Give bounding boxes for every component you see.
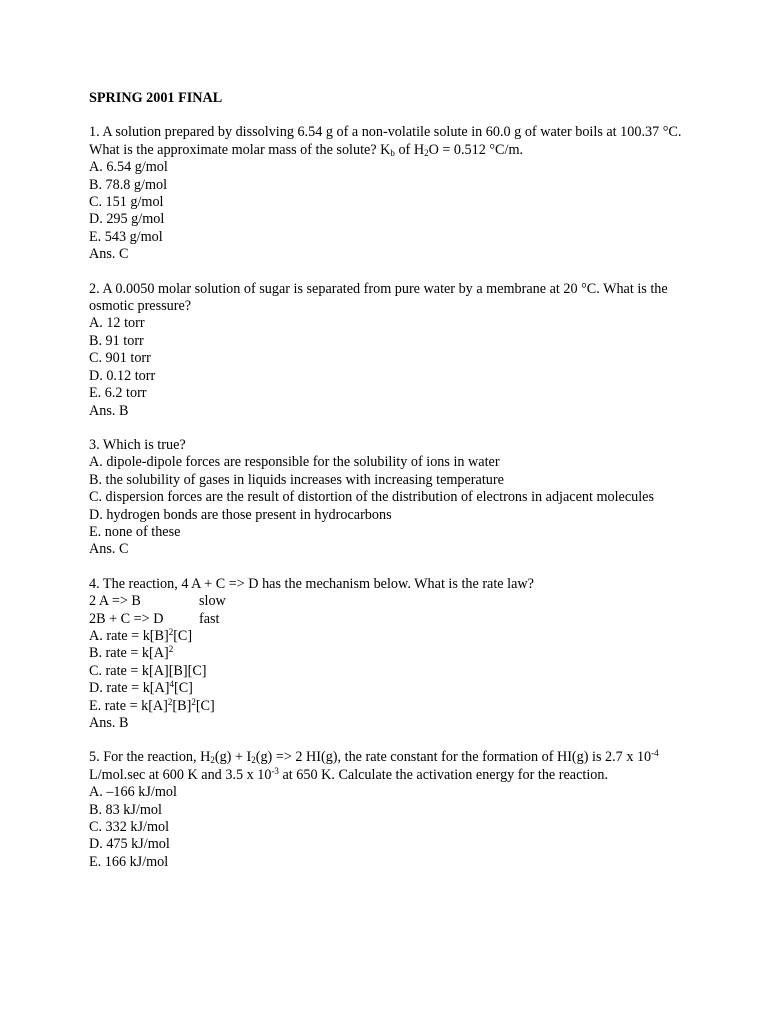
q5-stem-part: L/mol.sec at 600 K and 3.5 x 10 [89, 766, 272, 783]
question-4-stem: 4. The reaction, 4 A + C => D has the mechanism below. What is the rate law? [89, 575, 534, 592]
q1-stem-subscript-2: 2 [424, 147, 429, 158]
q1-stem-subscript-b: b [390, 147, 395, 158]
option: C. dispersion forces are the result of distortion of the distribution of electrons in adjacent molecules [89, 489, 654, 506]
option: E. 6.2 torr [89, 385, 147, 402]
option [89, 698, 689, 715]
mechanism-step-2-speed: fast [199, 610, 220, 627]
mechanism-step-1 [89, 593, 689, 610]
option: B. 83 kJ/mol [89, 801, 162, 818]
option: D. 0.12 torr [89, 367, 156, 384]
option-text: D. rate = k[A] [89, 680, 170, 697]
question-3 [89, 437, 689, 559]
q5-stem-part: at 650 K. Calculate the activation energy for the reaction. [278, 766, 609, 783]
question-1 [89, 124, 689, 263]
option: A. 6.54 g/mol [89, 159, 168, 176]
option-text: E. rate = k[A] [89, 697, 168, 714]
option: D. 475 kJ/mol [89, 836, 170, 853]
mechanism-step-1-equation: 2 A => B [89, 593, 141, 610]
mechanism-step-2 [89, 611, 689, 628]
q5-stem-part: (g) + I [214, 749, 252, 766]
option-text: A. rate = k[B] [89, 627, 169, 644]
option [89, 680, 689, 697]
answer: Ans. B [89, 715, 129, 731]
option: D. 295 g/mol [89, 211, 165, 228]
option: E. none of these [89, 523, 181, 540]
option: B. 78.8 g/mol [89, 176, 168, 193]
option [89, 628, 689, 645]
option-text: B. rate = k[A] [89, 645, 169, 662]
question-2-stem: 2. A 0.0050 molar solution of sugar is separated from pure water by a membrane at 20 °C. What is the osmotic pressure? [89, 280, 668, 315]
option: B. the solubility of gases in liquids increases with increasing temperature [89, 471, 504, 488]
superscript: 2 [168, 626, 174, 637]
option-text: [B] [172, 697, 192, 714]
option-text: [C] [173, 680, 193, 697]
option [89, 645, 689, 662]
subscript: 2 [251, 755, 256, 766]
option: C. 151 g/mol [89, 194, 164, 211]
q1-stem-part: of H [394, 141, 425, 158]
answer: Ans. C [89, 541, 129, 558]
question-4 [89, 576, 689, 733]
option-text: [C] [173, 627, 193, 644]
superscript: 4 [169, 679, 174, 690]
mechanism-step-2-equation: 2B + C => D [89, 610, 164, 627]
mechanism-step-1-speed: slow [199, 593, 226, 610]
option: E. 166 kJ/mol [89, 853, 169, 870]
question-1-stem [89, 124, 689, 159]
subscript: 2 [210, 755, 215, 766]
exam-title: SPRING 2001 FINAL [89, 90, 223, 106]
q5-stem-part: (g) => 2 HI(g), the rate constant for the formation of HI(g) is 2.7 x 10 [255, 749, 652, 766]
option: C. 901 torr [89, 350, 151, 367]
option: A. –166 kJ/mol [89, 784, 177, 801]
superscript: -4 [651, 748, 659, 759]
option: B. 91 torr [89, 332, 144, 349]
q1-stem-part: O = 0.512 °C/m. [428, 141, 524, 158]
superscript: 2 [168, 644, 174, 655]
question-2 [89, 281, 689, 420]
option: E. 543 g/mol [89, 228, 163, 245]
option: C. 332 kJ/mol [89, 819, 170, 836]
question-5 [89, 749, 689, 871]
option: D. hydrogen bonds are those present in hydrocarbons [89, 506, 392, 523]
option: A. 12 torr [89, 315, 145, 332]
superscript: 2 [191, 696, 196, 707]
q5-stem-part: 5. For the reaction, H [89, 749, 211, 766]
q1-stem-part: 1. A solution prepared by dissolving 6.54 g of a non-volatile solute in 60.0 g of water boils at 100.37 °C. What is the approximate molar mass of the solute? K [89, 124, 682, 158]
option-text: [C] [195, 697, 215, 714]
superscript: -3 [271, 765, 279, 776]
answer: Ans. C [89, 246, 129, 263]
exam-content [89, 90, 689, 888]
superscript: 2 [167, 696, 173, 707]
option: C. rate = k[A][B][C] [89, 662, 207, 679]
question-3-stem: 3. Which is true? [89, 436, 186, 453]
option: A. dipole-dipole forces are responsible for the solubility of ions in water [89, 454, 500, 471]
question-5-stem [89, 749, 689, 784]
answer: Ans. B [89, 402, 129, 419]
